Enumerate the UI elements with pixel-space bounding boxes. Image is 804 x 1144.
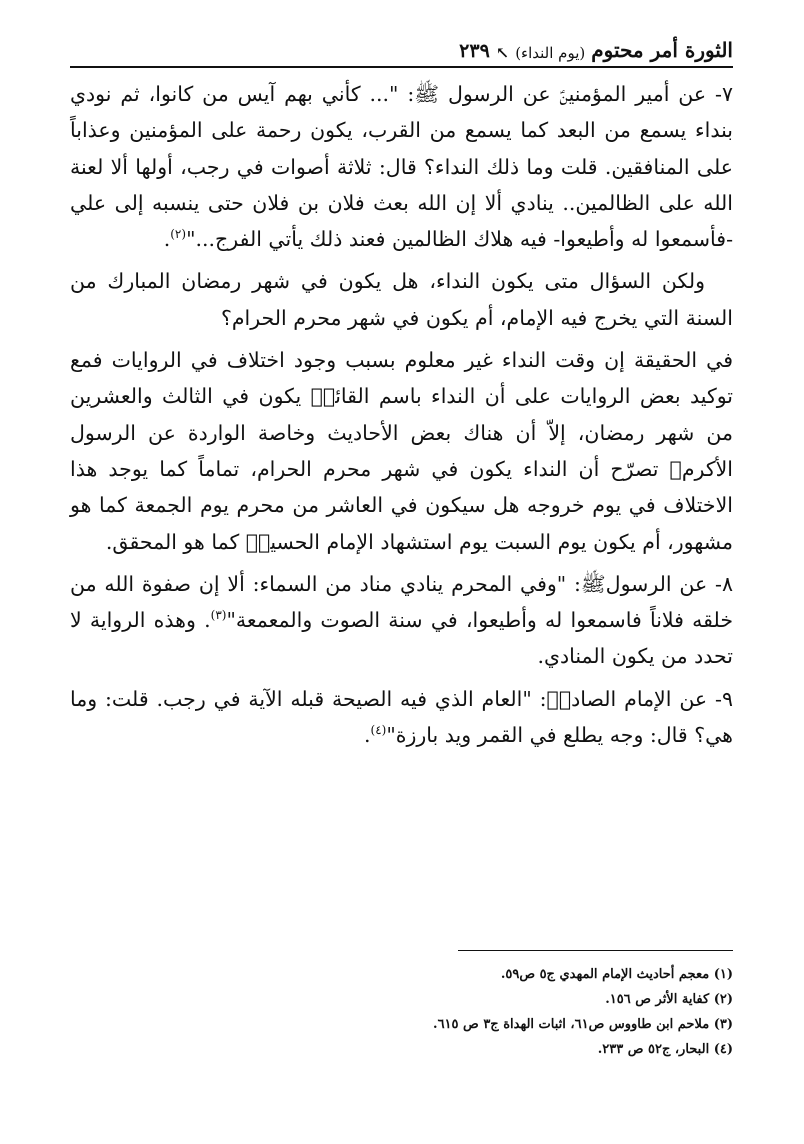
footnote-3: (٣) ملاحم ابن طاووس ص٦١، اثبات الهداة ج٣ ص ٦١٥. <box>433 1017 733 1032</box>
footnotes <box>300 962 733 1062</box>
footnote-4: (٤) البحار، ج٥٢ ص ٢٣٣. <box>597 1042 733 1057</box>
footnote-ref-4: (٤) <box>370 723 387 738</box>
main-text <box>70 76 733 759</box>
paragraph-9-text: ٩- عن الإمام الصادقؑ: "العام الذي فيه الصيحة قبله الآية في رجب. قلت: وما هي؟ قال: وجه يطلع في القمر ويد بارزة" <box>70 686 733 748</box>
book-title: الثورة أمر محتوم <box>591 38 733 62</box>
paragraph-discussion: في الحقيقة إن وقت النداء غير معلوم بسبب وجود اختلاف في الروايات فمع توكيد بعض الروايات على أن النداء باسم القائمؑ يكون في الثالث والعشرين من شهر رمضان، إلاّ أن هناك بعض الأحاديث وخاصة الواردة عن الرسول الأكرمﷺ تصرّح أن النداء يكون في شهر محرم الحرام، تماماً كما يوجد هذا الاختلاف في يوم خروجه هل سيكون في العاشر من محرم يوم الجمعة كما هو مشهور، أم يكون يوم السبت يوم استشهاد الإمام الحسينؑ كما هو المحقق. <box>70 348 733 554</box>
paragraph-8: ٨- عن الرسولﷺ: "وفي المحرم ينادي مناد من السماء: ألا إن صفوة الله من خلقه فلاناً فاسمعوا له وأطيعوا، في سنة الصوت والمعمعة"$^{(٣)}$. وهذه الرواية لا تحدد من يكون المنادي. <box>70 571 733 669</box>
page-number: ٢٣٩ <box>459 40 490 62</box>
paragraph-question: ولكن السؤال متى يكون النداء، هل يكون في شهر رمضان المبارك من السنة التي يخرج فيه الإمام، أم يكون في شهر محرم الحرام؟ <box>70 269 733 330</box>
header-divider <box>70 66 733 68</box>
footnote-divider <box>458 950 733 951</box>
footnote-ref-2: (٢) <box>170 227 187 242</box>
chapter-subtitle: (يوم النداء) <box>515 44 586 62</box>
paragraph-7: ٧- عن أمير المؤمنينؑ عن الرسول ﷺ: "... كأني بهم آيس من كانوا، ثم نودي بنداء يسمع من البعد كما يسمع من القرب، يكون رحمة على المؤمنين وعذاباً على المنافقين. قلت وما ذلك النداء؟ قال: ثلاثة أصوات في رجب، أولها ألا لعنة الله على الظالمين.. ينادي ألا إن الله بعث فلان بن فلان حتى ينسبه إلى علي -فأسمعوا له وأطيعوا- فيه هلاك الظالمين فعند ذلك يأتي الفرج..."$^{(٢)}$. <box>70 82 733 252</box>
paragraph-8-text: ٨- عن الرسولﷺ: "وفي المحرم ينادي مناد من السماء: ألا إن صفوة الله من خلقه فلاناً فاسمعوا له وأطيعوا، في سنة الصوت والمعمعة" <box>70 571 733 633</box>
running-header <box>70 30 733 62</box>
footnote-ref-3: (٣) <box>210 608 227 623</box>
paragraph-9: ٩- عن الإمام الصادقؑ: "العام الذي فيه الصيحة قبله الآية في رجب. قلت: وما هي؟ قال: وجه يطلع في القمر ويد بارزة"$^{(٤)}$. <box>70 686 733 748</box>
footnote-2: (٢) كفاية الأثر ص ١٥٦. <box>605 992 733 1007</box>
paragraph-8-note: وهذه الرواية لا تحدد من يكون المنادي. <box>70 608 733 669</box>
paragraph-7-text: ٧- عن أمير المؤمنينؑ عن الرسول ﷺ: "... كأني بهم آيس من كانوا، ثم نودي بنداء يسمع من البعد كما يسمع من القرب، يكون رحمة على المؤمنين وعذاباً على المنافقين. قلت وما ذلك النداء؟ قال: ثلاثة أصوات في رجب، أولها ألا لعنة الله على الظالمين.. ينادي ألا إن الله بعث فلان بن فلان حتى ينسبه إلى علي -فأسمعوا له وأطيعوا- فيه هلاك الظالمين فعند ذلك يأتي الفرج..." <box>70 82 733 252</box>
arrow-icon: ↖ <box>495 43 510 62</box>
footnote-1: (١) معجم أحاديث الإمام المهدي ج٥ ص٥٩. <box>500 967 733 982</box>
